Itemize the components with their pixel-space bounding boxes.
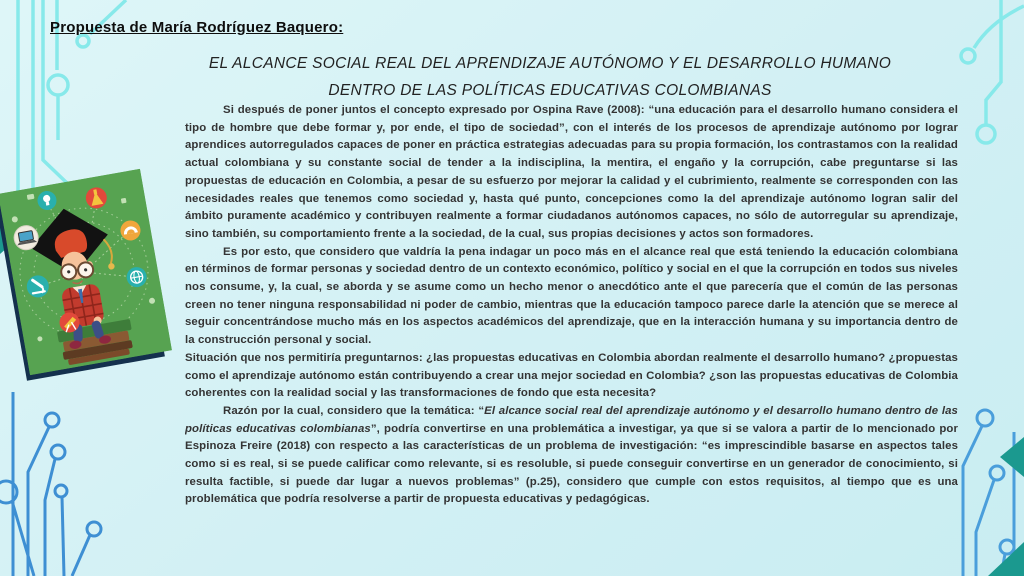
heading-line-1: EL ALCANCE SOCIAL REAL DEL APRENDIZAJE AUTÓNOMO Y EL DESARROLLO HUMANO: [208, 55, 892, 72]
student-illustration: [0, 169, 172, 375]
circuit-decoration-top-right: [961, 0, 1024, 143]
paragraph-4-thesis-title: El alcance social real del aprendizaje autónomo y el desarrollo humano dentro de las políticas educativas colombianas: [185, 404, 958, 435]
accent-triangle-right: [1000, 437, 1024, 477]
circuit-decoration-bottom-right: [963, 410, 1014, 576]
body-paragraph-2: Es por esto, que considero que valdría la pena indagar un poco más en el alcance real que está teniendo la educación colombiana en términos de formar personas y sociedad dentro de un contexto económico, político y social en el que la corrupción en todos sus niveles nos consume, y, la cual, se aborda y se asume como un hecho menor o anecdótico ante el que parecería que el común de las personas creen no tener ninguna responsabilidad ni poder de cambio, mientras que la educación tampoco parece darle la atención que se merece al seguir concentrándose mucho más en los aspectos académicos del aprendizaje, que en la interacción humana y su importancia dentro de la construcción personal y social.: [185, 245, 958, 347]
body-paragraph-4: [185, 403, 958, 509]
slide-heading: [150, 50, 950, 104]
heading-line-2: DENTRO DE LAS POLÍTICAS EDUCATIVAS COLOMBIANAS: [328, 82, 772, 99]
circuit-decoration-bottom-left: [0, 392, 101, 576]
accent-triangle-bottom-right: [988, 542, 1024, 576]
paragraph-4-prefix: Razón por la cual, considero que la temática: “: [223, 404, 485, 417]
paragraph-4-suffix: ”, podría convertirse en una problemática a investigar, ya que si se valora a partir de lo mencionado por Espinoza Freire (2018) con respecto a las características de un problema de investigación: “es imprescindible basarse en aspectos tales como si es real, si se puede calificar como relevante, si es resoluble, si puede conseguir convertirse en un generador de conocimiento, si resulta factible, si puede dar lugar a nuevos problemas” (p.25), considero que cumple con estos requisitos, al tiempo que es una problemática que podría resolverse a partir de propuesta educativas y pedagógicas.: [185, 422, 958, 506]
slide-title: Propuesta de María Rodríguez Baquero:: [50, 19, 344, 36]
body-paragraph-1: Si después de poner juntos el concepto expresado por Ospina Rave (2008): “una educación para el desarrollo humano considera el tipo de hombre que debe formar y, por ende, el tipo de sociedad”, con el interés de los procesos de aprendizaje autónomo por lograr aprendices autorregulados capaces de poner en práctica estrategias adecuadas para su propia formación, los contrastamos con la realidad actual colombiana y su constante social de tender a la indisciplina, la mentira, el engaño y la corrupción, cabe preguntarse si las propuestas de educación en Colombia, a pesar de su esfuerzo por mejorar la calidad y el cubrimiento, realmente se corresponden con las necesidades reales que tenemos como sociedad y, hasta qué punto, concepciones como la del aprendizaje autónomo logran salir del ámbito puramente académico y contribuyen realmente a formar ciudadanos autónomos capaces, no sólo de autorregular su aprendizaje, sino también, su comportamiento frente a la sociedad, de la cual, sus propias decisiones y actos son formadores.: [185, 104, 958, 240]
body-text: [185, 102, 958, 574]
body-paragraph-3: Situación que nos permitiría preguntarnos: ¿las propuestas educativas en Colombia abordan realmente el desarrollo humano? ¿propuestas como el aprendizaje autónomo están contribuyendo a crear una mejor sociedad en Colombia? ¿son las propuestas educativas de Colombia coherentes con la realidad social y las transformaciones de fondo que esta necesita?: [185, 351, 958, 400]
